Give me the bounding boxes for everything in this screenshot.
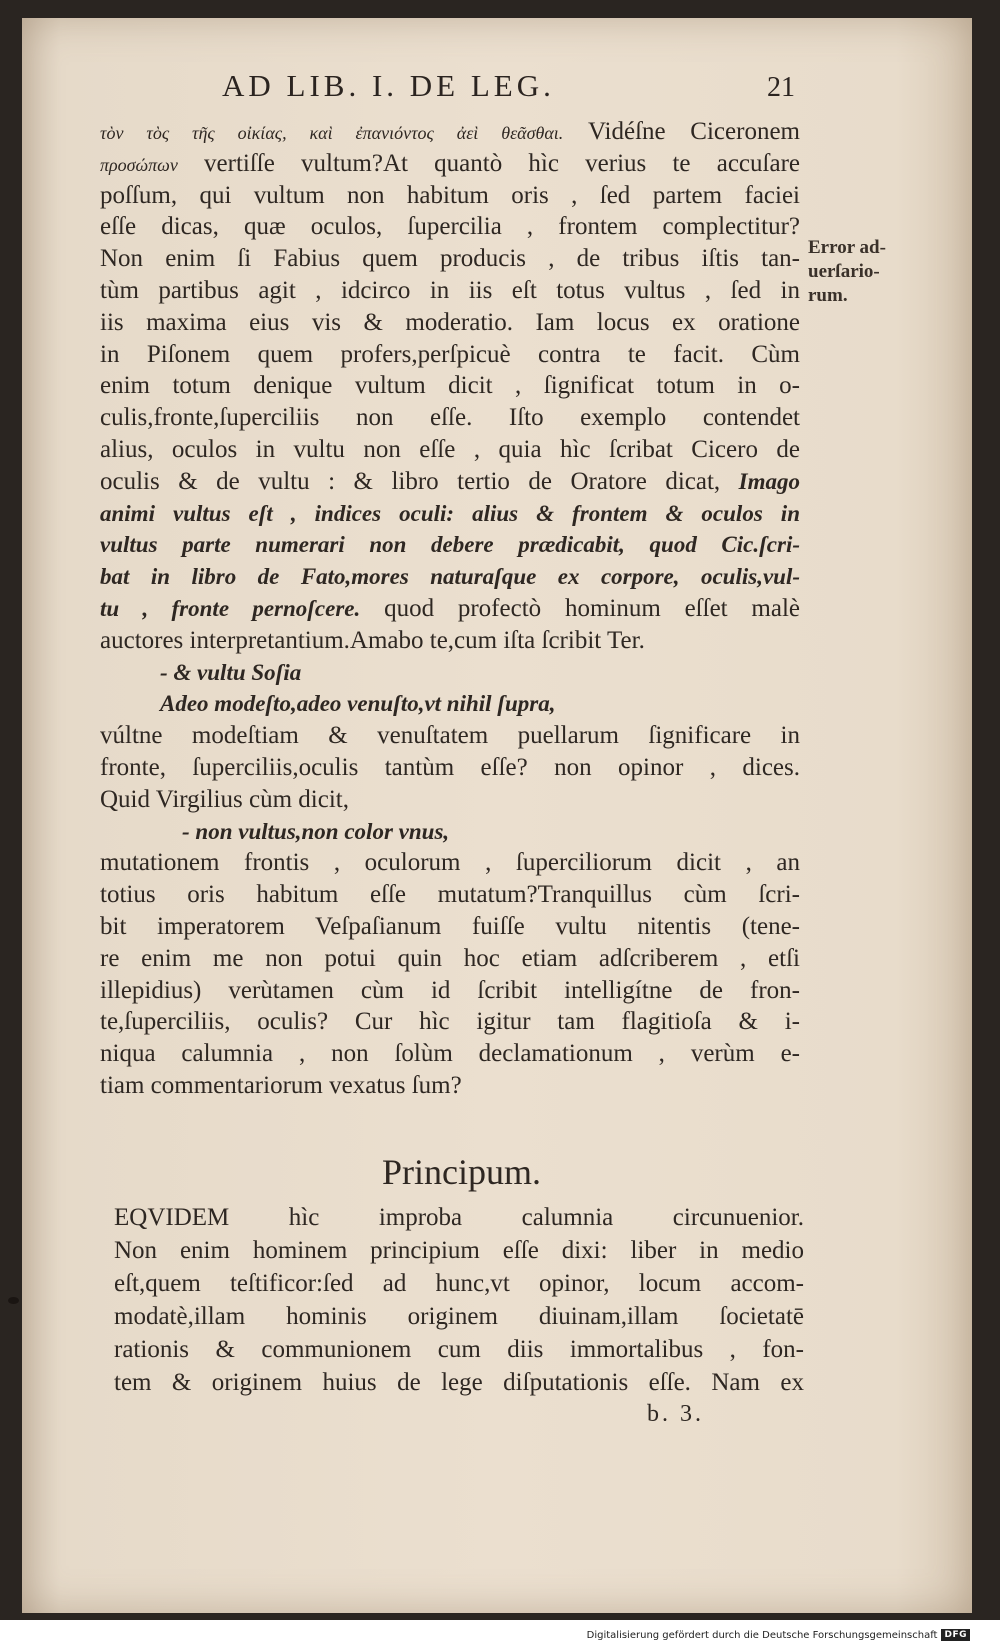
text-segment: tiam commentariorum vexatus ſum?	[100, 1071, 462, 1099]
italic-text: - non vultus,non color vnus,	[182, 818, 450, 844]
text-line	[100, 402, 800, 434]
text-segment: fronte, ſuperciliis,oculis tantùm eſſe? non opinor , dices.	[100, 753, 800, 781]
signature-mark: b. 3.	[647, 1401, 704, 1427]
text-segment: eſſe dicas, quæ oculos, ſupercilia , frontem complectitur?	[100, 213, 800, 241]
page-number: 21	[767, 72, 795, 103]
text-segment: culis,fronte,ſuperciliis non eſſe. Iſto exemplo contendet	[100, 404, 800, 432]
text-line	[100, 657, 800, 689]
italic-text: Imago	[738, 468, 800, 494]
text-line	[100, 593, 800, 625]
text-segment: te,ſuperciliis, oculis? Cur hìc igitur tam flagitioſa & i-	[100, 1008, 800, 1036]
text-segment: enim totum denique vultum dicit , ſignificat totum in o-	[100, 372, 800, 400]
greek-text: τὸν τὸς τῆς οἰκίας, καὶ ἐπανιόντος ἀεὶ θεᾶσθαι.	[100, 123, 564, 143]
italic-text: - & vultu Soſia	[160, 659, 302, 685]
greek-text: προσώπων	[100, 154, 178, 175]
text-line: tem & originem huius de lege diſputationis eſſe. Nam ex	[114, 1369, 804, 1396]
footer-credit-text: Digitalisierung gefördert durch die Deutsche Forschungsgemeinschaft	[586, 1629, 938, 1641]
dfg-logo: DFG	[941, 1629, 970, 1641]
section-heading: Principum.	[382, 1152, 541, 1192]
italic-text: bat in libro de Fato,mores naturaſque ex corpore, oculis,vul-	[100, 564, 800, 590]
text-line	[100, 370, 800, 402]
text-line: Non enim hominem principium eſſe dixi: liber in medio	[114, 1237, 804, 1264]
text-line	[100, 784, 800, 816]
text-segment: totius oris habitum eſſe mutatum?Tranquillus cùm ſcri-	[100, 881, 800, 909]
text-segment: quod profectò hominum eſſet malè	[360, 594, 800, 622]
text-line	[100, 1006, 800, 1038]
text-segment: poſſum, qui vultum non habitum oris , ſed partem faciei	[100, 181, 800, 209]
marginal-note-line: uerſario-	[808, 261, 880, 282]
text-segment: illepidius) verùtamen cùm id ſcribit intelligítne de fron-	[100, 976, 800, 1004]
main-text-block	[100, 116, 800, 1102]
text-line	[100, 561, 800, 593]
text-line	[100, 529, 800, 561]
marginal-note-line: rum.	[808, 285, 848, 306]
page-content	[22, 18, 972, 1613]
marginal-note-line: Error ad-	[808, 237, 886, 258]
text-line	[100, 307, 800, 339]
running-title: AD LIB. I. DE LEG.	[222, 68, 555, 103]
text-line	[100, 180, 800, 212]
text-line	[100, 1038, 800, 1070]
footer-credit	[587, 1629, 970, 1641]
text-line: EQVIDEM hìc improba calumnia circunuenior.	[114, 1204, 804, 1231]
text-segment: auctores interpretantium.Amabo te,cum iſta ſcribit Ter.	[100, 626, 645, 654]
text-line	[100, 1070, 800, 1102]
text-segment: mutationem frontis , oculorum , ſuperciliorum dicit , an	[100, 849, 800, 877]
text-line	[100, 943, 800, 975]
italic-text: Adeo modeſto,adeo venuſto,vt nihil ſupra,	[160, 691, 556, 717]
text-segment: oculis & de vultu : & libro tertio de Oratore dicat,	[100, 467, 739, 495]
text-line	[100, 148, 800, 180]
text-segment: in Piſonem quem profers,perſpicuè contra te facit. Cùm	[100, 340, 800, 368]
text-line	[100, 847, 800, 879]
text-line	[100, 911, 800, 943]
text-line	[100, 975, 800, 1007]
text-line: eſt,quem teſtificor:ſed ad hunc,vt opinor, locum accom-	[114, 1270, 804, 1297]
italic-text: tu , fronte pernoſcere.	[100, 595, 361, 621]
text-line	[100, 752, 800, 784]
italic-text: vultus parte numerari non debere prædicabit, quod Cic.ſcri-	[100, 532, 800, 558]
text-line	[100, 116, 800, 148]
text-line	[100, 816, 800, 848]
text-line	[100, 339, 800, 371]
text-line	[100, 625, 800, 657]
text-line	[100, 688, 800, 720]
text-line	[100, 434, 800, 466]
text-segment: tùm partibus agit , idcirco in iis eſt totus vultus , ſed in	[100, 276, 800, 304]
book-page	[22, 18, 972, 1613]
text-segment: Vidéſne Ciceronem	[563, 118, 800, 145]
section-text-block	[114, 1201, 804, 1399]
text-segment: Quid Virgilius cùm dicit,	[100, 785, 349, 813]
text-segment: niqua calumnia , non ſolùm declamationum , verùm e-	[100, 1040, 800, 1068]
text-line	[100, 879, 800, 911]
text-segment: re enim me non potui quin hoc etiam adſcriberem , etſi	[100, 944, 800, 972]
text-line	[100, 498, 800, 530]
text-line	[100, 211, 800, 243]
text-line	[100, 720, 800, 752]
marginal-note	[808, 236, 918, 308]
text-line	[100, 275, 800, 307]
italic-text: animi vultus eſt , indices oculi: alius & frontem & oculos in	[100, 500, 800, 526]
text-line	[100, 466, 800, 498]
text-line: modatè,illam hominis originem diuinam,illam ſocietatē	[114, 1303, 804, 1330]
text-line	[100, 243, 800, 275]
margin-dot	[8, 1297, 19, 1304]
text-line: rationis & communionem cum diis immortalibus , fon-	[114, 1336, 804, 1363]
text-segment: vúltne modeſtiam & venuſtatem puellarum ſignificare in	[100, 722, 800, 750]
text-segment: iis maxima eius vis & moderatio. Iam locus ex oratione	[100, 308, 800, 336]
text-segment: Non enim ſi Fabius quem producis , de tribus iſtis tan-	[100, 245, 800, 273]
text-segment: alius, oculos in vultu non eſſe , quia hìc ſcribat Cicero de	[100, 435, 800, 463]
text-segment: bit imperatorem Veſpaſianum fuiſſe vultu nitentis (tene-	[100, 912, 800, 940]
text-segment: vertiſſe vultum?At quantò hìc verius te accuſare	[177, 149, 800, 177]
